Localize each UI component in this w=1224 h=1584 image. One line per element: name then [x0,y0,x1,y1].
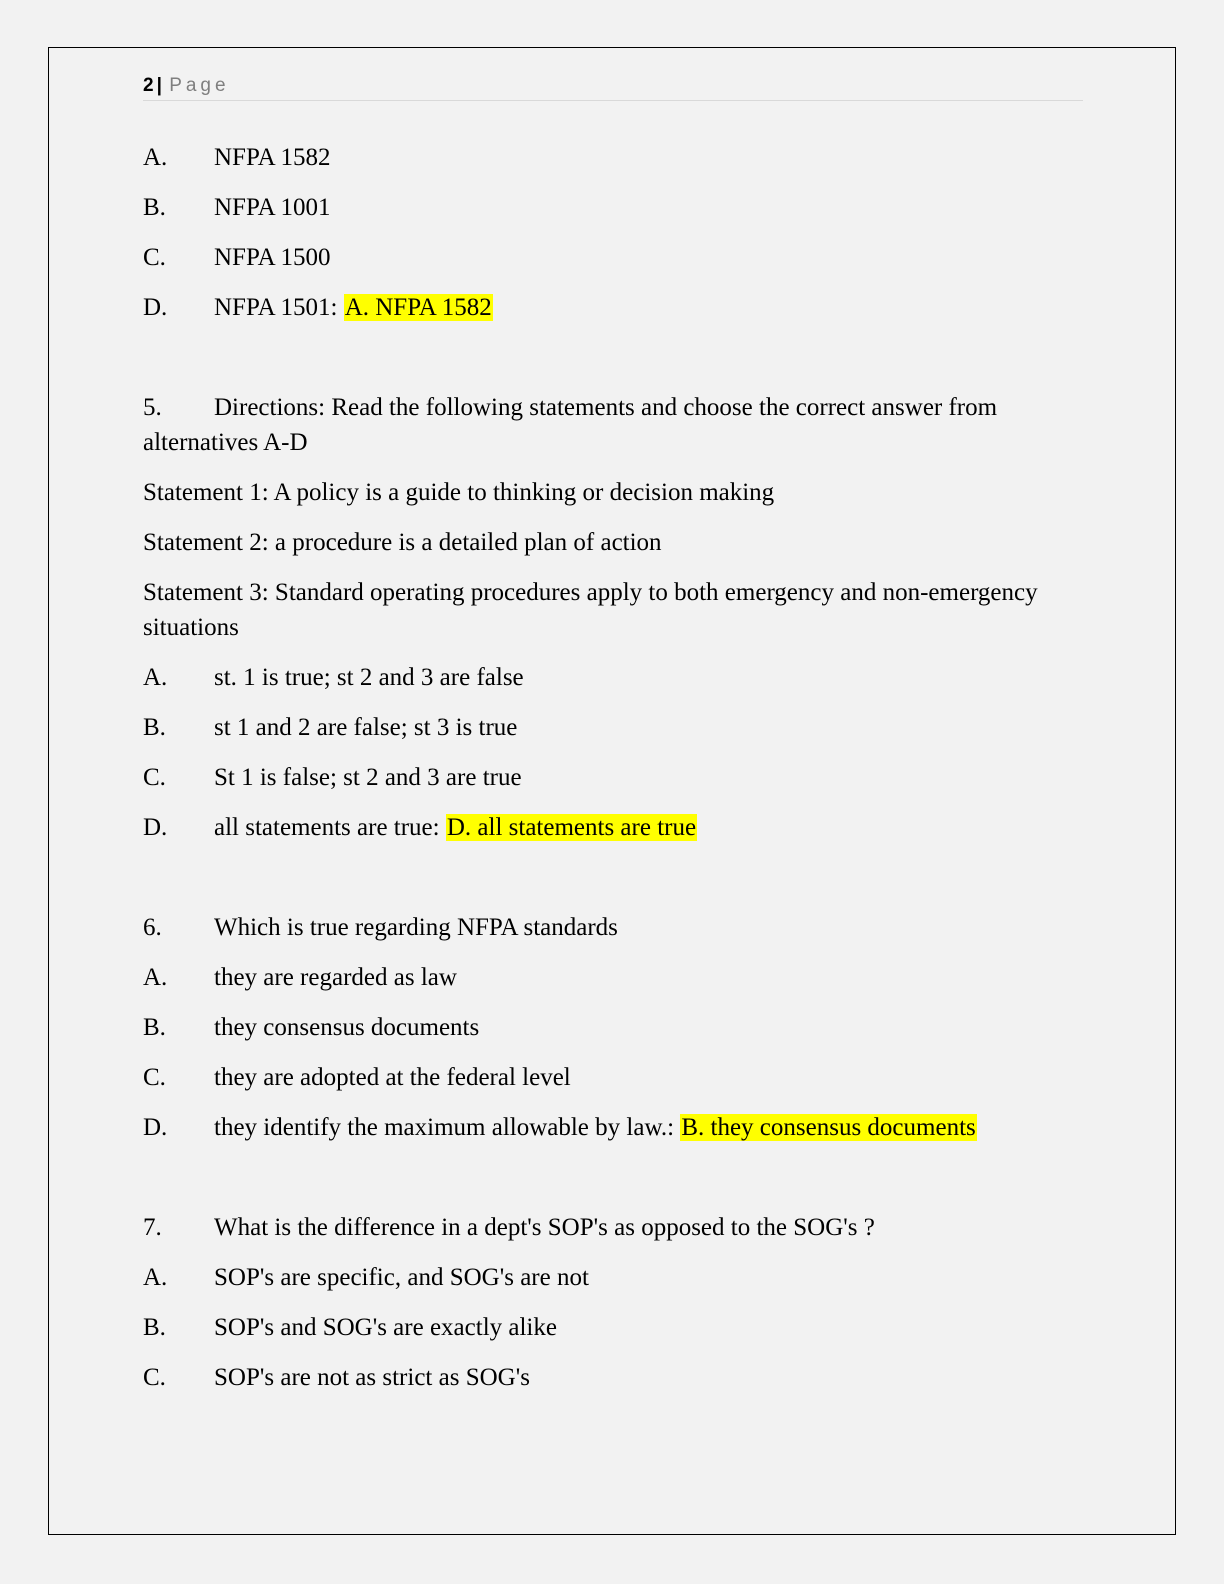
q5-option-b [143,710,1083,745]
q6-question [143,910,1083,945]
page-number: 2 [143,75,154,96]
option-text: SOP's and SOG's are exactly alike [214,1314,557,1341]
q4-option-a [143,140,1083,175]
highlighted-answer: B. they consensus documents [681,1114,976,1141]
q6-option-a [143,960,1083,995]
option-text: NFPA 1500 [214,244,331,271]
option-letter: A. [143,664,168,691]
option-letter: D. [143,294,168,321]
option-text: SOP's are specific, and SOG's are not [214,1264,589,1291]
q6-option-c [143,1060,1083,1095]
question-text: What is the difference in a dept's SOP's as opposed to the SOG's ? [214,1214,875,1241]
question-number: 7. [143,1214,162,1241]
option-letter: A. [143,964,168,991]
q6-option-b [143,1010,1083,1045]
option-text: they consensus documents [214,1014,480,1041]
header-separator: | [156,75,162,96]
q4-option-d [143,290,1083,325]
question-text: Directions: Read the following statements and choose the correct answer from alternatives A-D [143,394,998,456]
q7-option-a [143,1260,1083,1295]
option-letter: C. [143,244,166,271]
q5-option-d [143,810,1083,845]
option-text: St 1 is false; st 2 and 3 are true [214,764,522,791]
q5-question [143,390,1083,460]
option-text: NFPA 1501: [214,294,338,321]
option-letter: B. [143,714,166,741]
option-text: NFPA 1001 [214,194,331,221]
q5-statement-1: Statement 1: A policy is a guide to thinking or decision making [143,479,775,506]
q4-option-b [143,190,1083,225]
option-letter: B. [143,194,166,221]
option-letter: C. [143,1364,166,1391]
q7-option-b [143,1310,1083,1345]
spacer [143,860,1083,910]
option-text: they are adopted at the federal level [214,1064,571,1091]
page-header [143,72,1083,101]
q5-option-a [143,660,1083,695]
document-content [143,140,1083,1410]
q6-option-d [143,1110,1083,1145]
option-letter: C. [143,764,166,791]
question-number: 5. [143,394,162,421]
question-number: 6. [143,914,162,941]
q7-option-c [143,1360,1083,1395]
option-text: SOP's are not as strict as SOG's [214,1364,530,1391]
spacer [143,1160,1083,1210]
q7-question [143,1210,1083,1245]
option-text: st. 1 is true; st 2 and 3 are false [214,664,524,691]
option-letter: B. [143,1314,166,1341]
option-text: st 1 and 2 are false; st 3 is true [214,714,518,741]
highlighted-answer: A. NFPA 1582 [344,294,492,321]
option-letter: C. [143,1064,166,1091]
option-letter: A. [143,144,168,171]
option-text: they are regarded as law [214,964,457,991]
spacer [143,340,1083,390]
option-letter: D. [143,1114,168,1141]
option-text: all statements are true: [214,814,440,841]
option-letter: D. [143,814,168,841]
highlighted-answer: D. all statements are true [446,814,697,841]
page-label: Page [169,75,230,96]
option-text: they identify the maximum allowable by law.: [214,1114,675,1141]
q5-option-c [143,760,1083,795]
q5-statement-2: Statement 2: a procedure is a detailed plan of action [143,529,662,556]
question-text: Which is true regarding NFPA standards [214,914,618,941]
q5-statement-3: Statement 3: Standard operating procedures apply to both emergency and non-emergency situations [143,579,1038,641]
q4-option-c [143,240,1083,275]
option-text: NFPA 1582 [214,144,331,171]
option-letter: A. [143,1264,168,1291]
option-letter: B. [143,1014,166,1041]
